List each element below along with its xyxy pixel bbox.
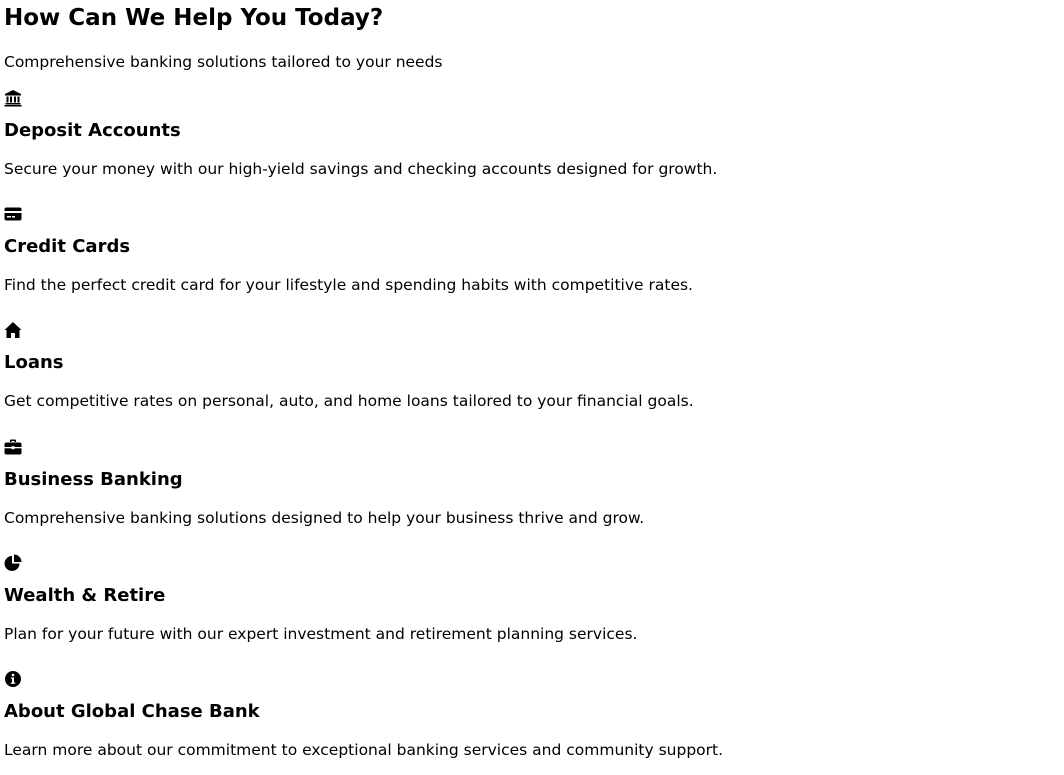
service-description: Learn more about our commitment to exceptional banking services and community support. — [4, 741, 724, 759]
service-credit-cards[interactable] — [0, 205, 1064, 321]
service-description: Secure your money with our high-yield savings and checking accounts designed for growth. — [4, 160, 718, 178]
credit-card-icon — [4, 205, 22, 223]
home-icon — [4, 321, 22, 339]
briefcase-icon — [4, 438, 22, 456]
service-title[interactable]: Business Banking — [4, 469, 183, 490]
info-circle-icon — [4, 670, 22, 688]
service-description: Plan for your future with our expert investment and retirement planning services. — [4, 625, 638, 643]
page-subtitle: Comprehensive banking solutions tailored to your needs — [4, 53, 443, 71]
service-loans[interactable] — [0, 321, 1064, 437]
service-description: Get competitive rates on personal, auto, and home loans tailored to your financial goals. — [4, 392, 694, 410]
service-title[interactable]: About Global Chase Bank — [4, 701, 260, 722]
service-title[interactable]: Credit Cards — [4, 236, 131, 257]
service-description: Comprehensive banking solutions designed to help your business thrive and grow. — [4, 509, 645, 527]
pie-chart-icon — [4, 554, 22, 572]
bank-icon — [4, 89, 22, 107]
service-description: Find the perfect credit card for your lifestyle and spending habits with competitive rates. — [4, 276, 693, 294]
service-title[interactable]: Loans — [4, 352, 64, 373]
page-title: How Can We Help You Today? — [4, 5, 384, 31]
service-wealth-retire[interactable] — [0, 554, 1064, 670]
service-title[interactable]: Deposit Accounts — [4, 120, 181, 141]
service-title[interactable]: Wealth & Retire — [4, 585, 166, 606]
service-business-banking[interactable] — [0, 438, 1064, 554]
service-about-bank[interactable] — [0, 670, 1064, 775]
service-deposit-accounts[interactable] — [0, 89, 1064, 205]
